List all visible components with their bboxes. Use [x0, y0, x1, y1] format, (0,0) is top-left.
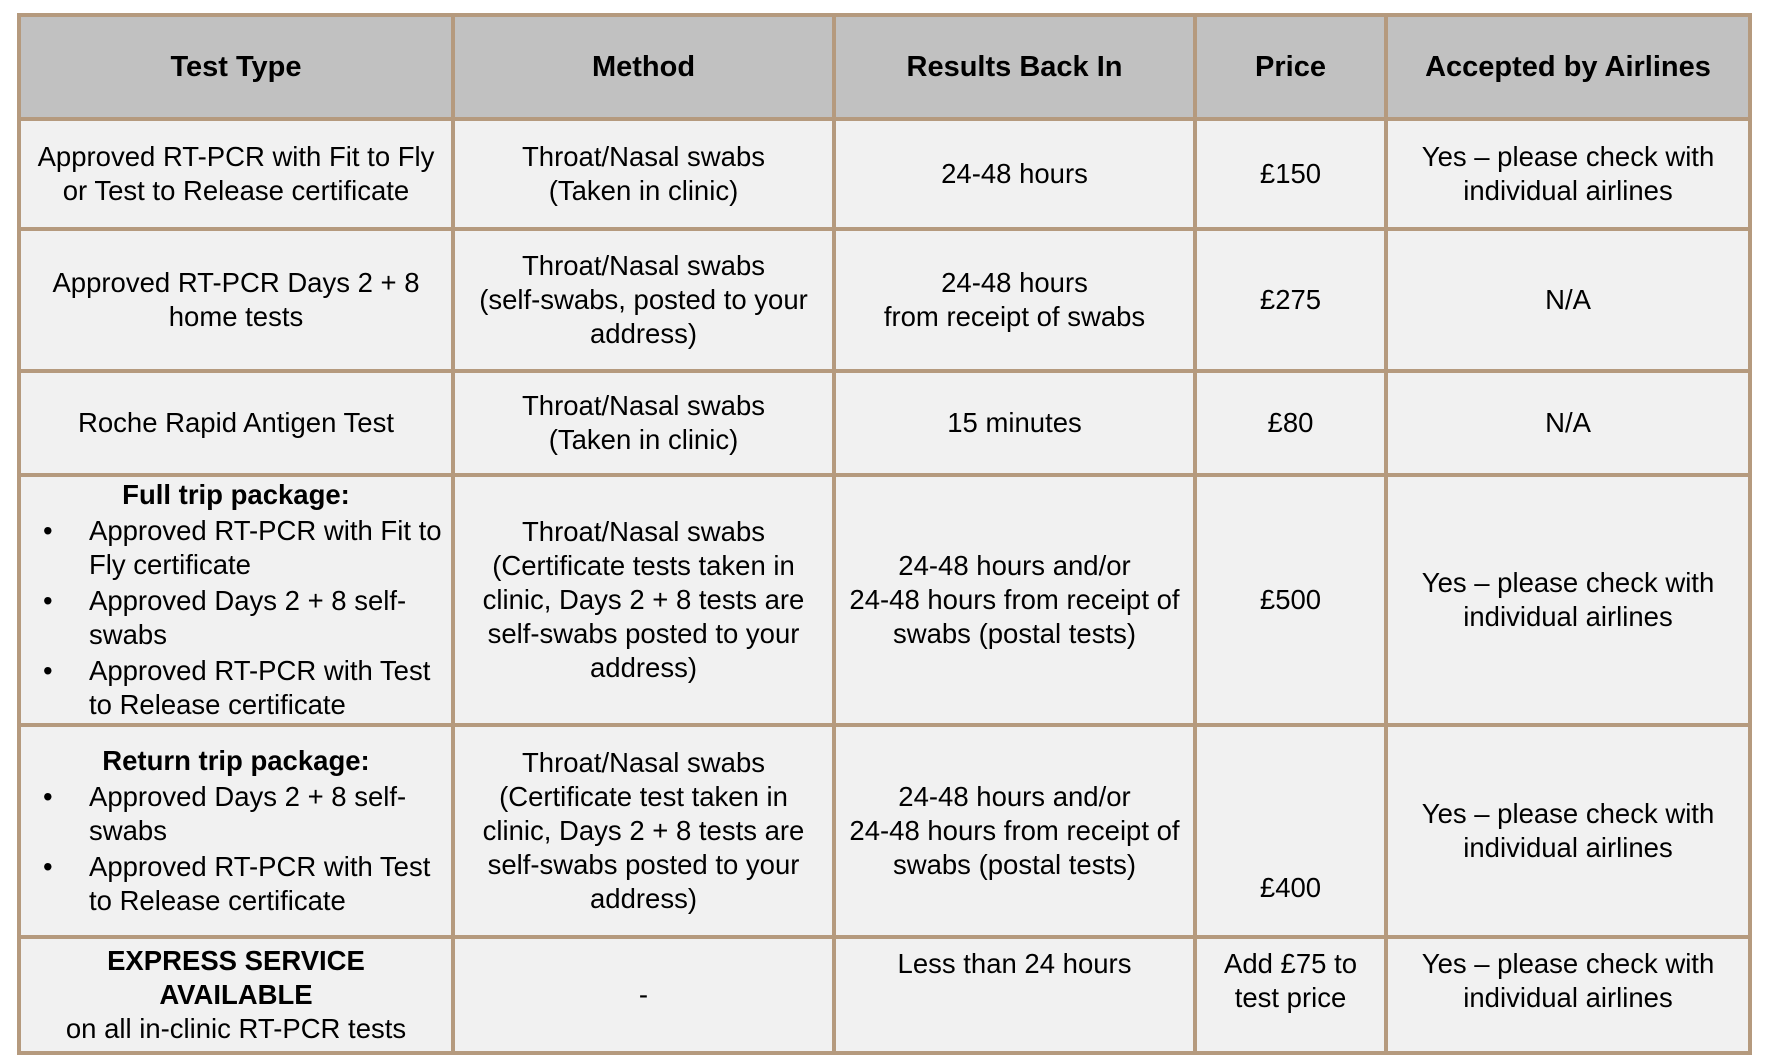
cell-method — [453, 119, 834, 229]
cell-price: £275 — [1195, 229, 1386, 371]
table-row — [19, 475, 1750, 725]
package-items-list — [29, 780, 443, 918]
results-line: 24-48 hours — [941, 267, 1088, 298]
header-price: Price — [1195, 15, 1386, 119]
covid-test-pricing-table — [17, 13, 1752, 1055]
results-line: 24-48 hours — [941, 158, 1088, 189]
method-line: (self-swabs, posted to your address) — [479, 284, 808, 349]
table-row — [19, 229, 1750, 371]
header-accepted-by-airlines: Accepted by Airlines — [1386, 15, 1750, 119]
cell-results — [834, 475, 1195, 725]
pricing-table-container — [17, 13, 1748, 1055]
results-line: 24-48 hours and/or — [898, 781, 1131, 812]
express-service-title: EXPRESS SERVICE AVAILABLE — [107, 945, 365, 1010]
header-results-back-in: Results Back In — [834, 15, 1195, 119]
cell-results — [834, 371, 1195, 475]
cell-price: £80 — [1195, 371, 1386, 475]
package-items-list — [29, 514, 443, 722]
table-row — [19, 119, 1750, 229]
cell-test-type: Approved RT-PCR Days 2 + 8 home tests — [19, 229, 453, 371]
cell-results — [834, 229, 1195, 371]
method-line: Throat/Nasal swabs — [521, 516, 765, 547]
cell-airlines: Yes – please check with individual airlines — [1386, 725, 1750, 937]
cell-test-type — [19, 475, 453, 725]
header-method: Method — [453, 15, 834, 119]
method-line: Throat/Nasal swabs — [521, 141, 765, 172]
cell-price: £150 — [1195, 119, 1386, 229]
package-title: Return trip package: — [102, 745, 370, 776]
method-line: (Taken in clinic) — [548, 424, 739, 455]
cell-method — [453, 475, 834, 725]
table-row — [19, 937, 1750, 1053]
method-line: Throat/Nasal swabs — [521, 390, 765, 421]
cell-test-type: Roche Rapid Antigen Test — [19, 371, 453, 475]
cell-method — [453, 229, 834, 371]
method-line: Throat/Nasal swabs — [521, 747, 765, 778]
cell-method — [453, 371, 834, 475]
method-line: (Certificate test taken in clinic, Days 2 + 8 tests are self-swabs posted to your address) — [482, 781, 805, 914]
list-item: • Approved RT-PCR with Test to Release certificate — [29, 654, 443, 722]
method-line: - — [638, 979, 649, 1010]
cell-airlines: Yes – please check with individual airlines — [1386, 119, 1750, 229]
cell-airlines: N/A — [1386, 229, 1750, 371]
cell-results — [834, 937, 1195, 1053]
cell-test-type — [19, 937, 453, 1053]
results-line: 24-48 hours and/or — [898, 550, 1131, 581]
table-header-row — [19, 15, 1750, 119]
cell-method — [453, 937, 834, 1053]
cell-airlines: N/A — [1386, 371, 1750, 475]
results-line: from receipt of swabs — [883, 301, 1146, 332]
cell-price: £400 — [1195, 725, 1386, 937]
cell-airlines: Yes – please check with individual airlines — [1386, 475, 1750, 725]
cell-price: Add £75 to test price — [1195, 937, 1386, 1053]
cell-method — [453, 725, 834, 937]
results-line: 24-48 hours from receipt of swabs (postal tests) — [849, 584, 1180, 649]
method-line: (Certificate tests taken in clinic, Days 2 + 8 tests are self-swabs posted to your address) — [482, 550, 805, 683]
header-test-type: Test Type — [19, 15, 453, 119]
method-line: Throat/Nasal swabs — [521, 250, 765, 281]
results-line: 24-48 hours from receipt of swabs (postal tests) — [849, 815, 1180, 880]
cell-results — [834, 119, 1195, 229]
cell-airlines: Yes – please check with individual airlines — [1386, 937, 1750, 1053]
list-item: • Approved Days 2 + 8 self-swabs — [29, 780, 443, 848]
method-line: (Taken in clinic) — [548, 175, 739, 206]
list-item: • Approved RT-PCR with Fit to Fly certificate — [29, 514, 443, 582]
package-title: Full trip package: — [122, 479, 350, 510]
table-row — [19, 371, 1750, 475]
cell-results — [834, 725, 1195, 937]
list-item: • Approved RT-PCR with Test to Release certificate — [29, 850, 443, 918]
cell-price: £500 — [1195, 475, 1386, 725]
results-line: 15 minutes — [947, 407, 1082, 438]
list-item: • Approved Days 2 + 8 self-swabs — [29, 584, 443, 652]
cell-test-type: Approved RT-PCR with Fit to Fly or Test to Release certificate — [19, 119, 453, 229]
results-line: Less than 24 hours — [897, 948, 1132, 979]
cell-test-type — [19, 725, 453, 937]
express-service-subtitle: on all in-clinic RT-PCR tests — [65, 1013, 407, 1044]
table-row — [19, 725, 1750, 937]
